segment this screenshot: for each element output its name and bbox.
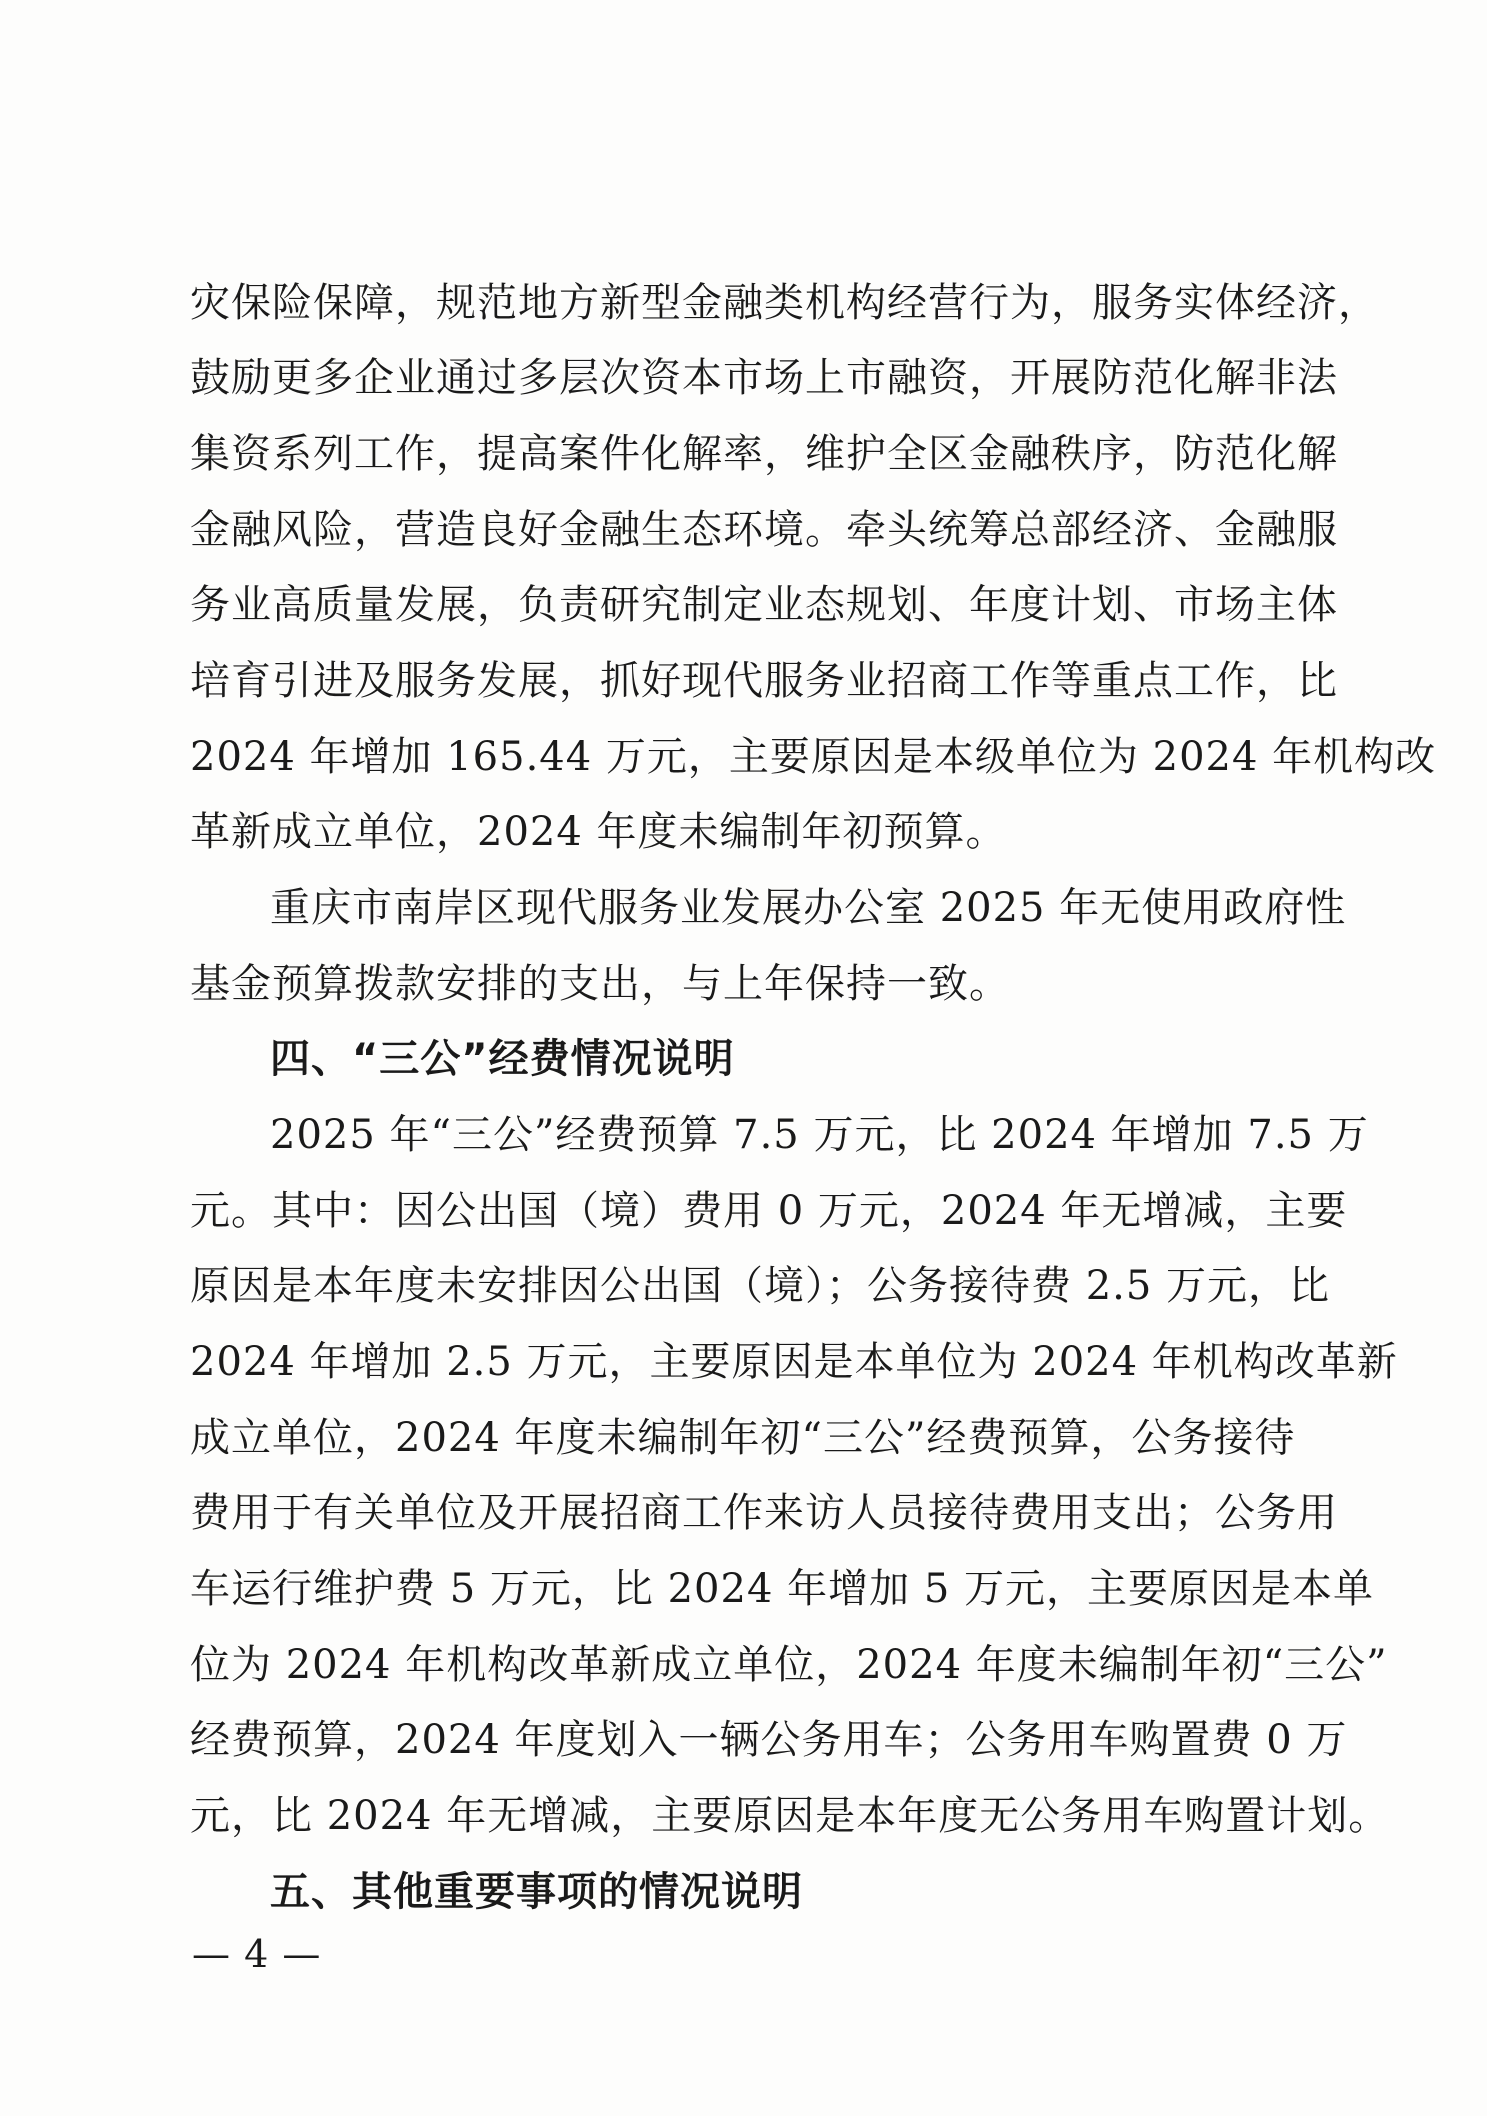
paragraph-line: 基金预算拨款安排的支出，与上年保持一致。	[190, 961, 1010, 1007]
page-number: — 4 —	[192, 1932, 322, 1976]
section-heading-4: 四、“三公”经费情况说明	[270, 1036, 735, 1082]
paragraph-line: 费用于有关单位及开展招商工作来访人员接待费用支出；公务用	[190, 1490, 1338, 1536]
paragraph-line: 2024 年增加 2.5 万元，主要原因是本单位为 2024 年机构改革新	[190, 1339, 1398, 1385]
section-heading-5: 五、其他重要事项的情况说明	[270, 1869, 803, 1915]
paragraph-line: 经费预算，2024 年度划入一辆公务用车；公务用车购置费 0 万	[190, 1717, 1348, 1763]
paragraph-line: 灾保险保障，规范地方新型金融类机构经营行为，服务实体经济，	[190, 280, 1379, 326]
paragraph-line: 重庆市南岸区现代服务业发展办公室 2025 年无使用政府性	[270, 885, 1347, 931]
paragraph-line: 元，比 2024 年无增减，主要原因是本年度无公务用车购置计划。	[190, 1793, 1390, 1839]
paragraph-line: 原因是本年度未安排因公出国（境）；公务接待费 2.5 万元，比	[190, 1263, 1331, 1309]
paragraph-line: 务业高质量发展，负责研究制定业态规划、年度计划、市场主体	[190, 582, 1338, 628]
paragraph-line: 位为 2024 年机构改革新成立单位，2024 年度未编制年初“三公”	[190, 1642, 1388, 1688]
paragraph-line: 鼓励更多企业通过多层次资本市场上市融资，开展防范化解非法	[190, 355, 1338, 401]
paragraph-line: 集资系列工作，提高案件化解率，维护全区金融秩序，防范化解	[190, 431, 1338, 477]
paragraph-line: 培育引进及服务发展，抓好现代服务业招商工作等重点工作，比	[190, 658, 1338, 704]
paragraph-line: 2025 年“三公”经费预算 7.5 万元，比 2024 年增加 7.5 万	[270, 1112, 1369, 1158]
paragraph-line: 2024 年增加 165.44 万元，主要原因是本级单位为 2024 年机构改	[190, 734, 1437, 780]
paragraph-line: 成立单位，2024 年度未编制年初“三公”经费预算，公务接待	[190, 1415, 1296, 1461]
paragraph-line: 元。其中：因公出国（境）费用 0 万元，2024 年无增减，主要	[190, 1188, 1348, 1234]
paragraph-line: 车运行维护费 5 万元，比 2024 年增加 5 万元，主要原因是本单	[190, 1566, 1374, 1612]
paragraph-line: 金融风险，营造良好金融生态环境。牵头统筹总部经济、金融服	[190, 507, 1338, 553]
paragraph-line: 革新成立单位，2024 年度未编制年初预算。	[190, 809, 1007, 855]
